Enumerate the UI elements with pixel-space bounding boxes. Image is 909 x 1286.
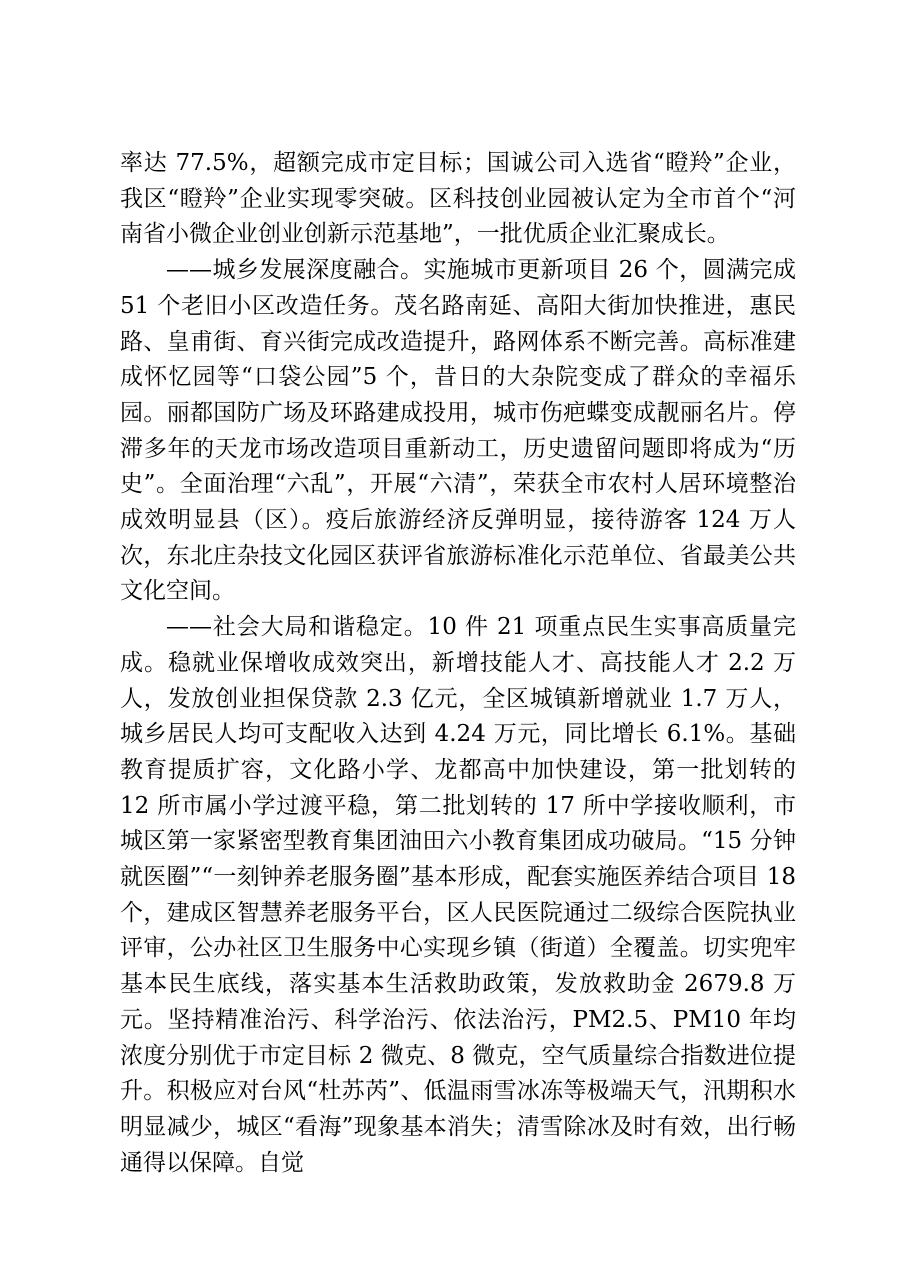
- paragraph-social-stability: ——社会大局和谐稳定。10 件 21 项重点民生实事高质量完成。稳就业保增收成效突出，新增技能人才、高技能人才 2.2 万人，发放创业担保贷款 2.3 亿元，全区城镇新增就业 1.7 万人，城乡居民人均可支配收入达到 4.24 万元，同比增长 6.1%。基础教育提质扩容，文化路小学、龙都高中加快建设，第一批划转的 12 所市属小学过渡平稳，第二批划转的 17 所中学接收顺利，市城区第一家紧密型教育集团油田六小教育集团成功破局。“15 分钟就医圈”“一刻钟养老服务圈”基本形成，配套实施医养结合项目 18 个，建成区智慧养老服务平台，区人民医院通过二级综合医院执业评审，公办社区卫生服务中心实现乡镇（街道）全覆盖。切实兜牢基本民生底线，落实基本生活救助政策，发放救助金 2679.8 万元。坚持精准治污、科学治污、依法治污，PM2.5、PM10 年均浓度分别优于市定目标 2 微克、8 微克，空气质量综合指数进位提升。积极应对台风“杜苏芮”、低温雨雪冰冻等极端天气，汛期积水明显减少，城区“看海”现象基本消失；清雪除冰及时有效，出行畅通得以保障。自觉: [120, 614, 796, 1176]
- body-text: [120, 146, 796, 1181]
- paragraph-continuation: 率达 77.5%，超额完成市定目标；国诚公司入选省“瞪羚”企业，我区“瞪羚”企业实现零突破。区科技创业园被认定为全市首个“河南省小微企业创业创新示范基地”，一批优质企业汇聚成长。: [120, 150, 796, 248]
- paragraph-urban-rural-development: ——城乡发展深度融合。实施城市更新项目 26 个，圆满完成 51 个老旧小区改造任务。茂名路南延、高阳大街加快推进，惠民路、皇甫街、育兴街完成改造提升，路网体系不断完善。高标准建成怀忆园等“口袋公园”5 个，昔日的大杂院变成了群众的幸福乐园。丽都国防广场及环路建成投用，城市伤疤蝶变成靓丽名片。停滞多年的天龙市场改造项目重新动工，历史遗留问题即将成为“历史”。全面治理“六乱”，开展“六清”，荣获全市农村人居环境整治成效明显县（区）。疫后旅游经济反弹明显，接待游客 124 万人次，东北庄杂技文化园区获评省旅游标准化示范单位、省最美公共文化空间。: [120, 257, 796, 605]
